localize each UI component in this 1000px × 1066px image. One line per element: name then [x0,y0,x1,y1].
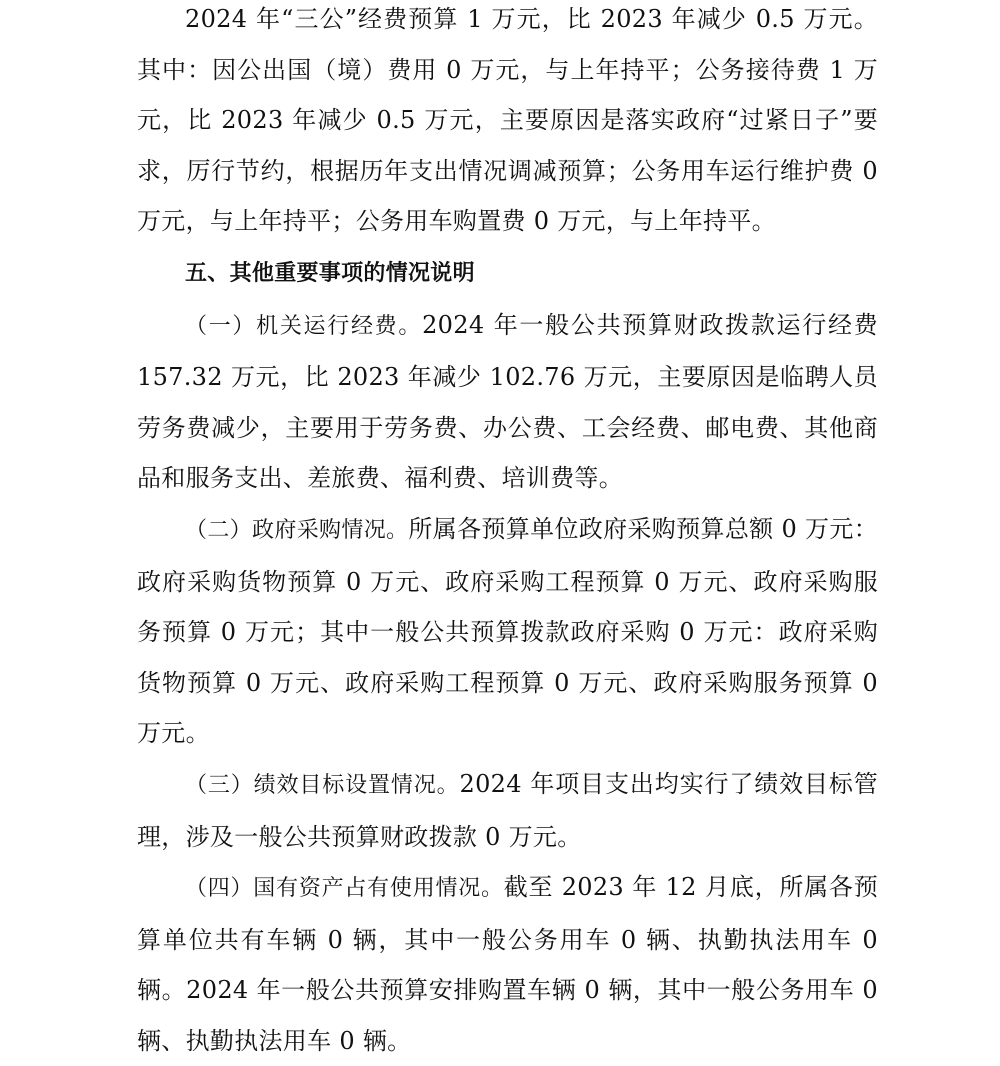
paragraph-state-assets [137,862,878,1066]
document-page [137,0,878,1066]
paragraph-sangong-text: 2024 年“三公”经费预算 1 万元，比 2023 年减少 0.5 万元。其中：因公出国（境）费用 0 万元，与上年持平；公务接待费 1 万元，比 2023 年减少 0.5 万元，主要原因是落实政府“过紧日子”要求，厉行节约，根据历年支出情况调减预算；公务用车运行维护费 0 万元，与上年持平；公务用车购置费 0 万元，与上年持平。 [137,5,878,236]
section-heading-paragraph [137,247,878,300]
item1-lead: （一）机关运行经费。 [185,313,423,339]
item4-lead: （四）国有资产占有使用情况。 [185,876,504,902]
item1-body: 2024 年一般公共预算财政拨款运行经费 157.32 万元，比 2023 年减少 102.76 万元，主要原因是临聘人员劳务费减少，主要用于劳务费、办公费、工会经费、邮电费、其他商品和服务支出、差旅费、福利费、培训费等。 [137,310,878,493]
item2-body: 所属各预算单位政府采购预算总额 0 万元：政府采购货物预算 0 万元、政府采购工程预算 0 万元、政府采购服务预算 0 万元；其中一般公共预算拨款政府采购 0 万元：政府采购货物预算 0 万元、政府采购工程预算 0 万元、政府采购服务预算 0 万元。 [137,514,878,748]
paragraph-government-procurement [137,504,878,759]
paragraph-sangong-budget [137,0,878,247]
item3-lead: （三）绩效目标设置情况。 [185,772,460,798]
section-heading: 五、其他重要事项的情况说明 [185,260,475,286]
paragraph-performance-targets [137,759,878,862]
item2-lead: （二）政府采购情况。 [185,517,409,543]
item4-body: 截至 2023 年 12 月底，所属各预算单位共有车辆 0 辆，其中一般公务用车 0 辆、执勤执法用车 0 辆。2024 年一般公共预算安排购置车辆 0 辆，其中一般公务用车 0 辆、执勤执法用车 0 辆。 [137,873,878,1055]
paragraph-operating-funds [137,300,878,504]
item3-body: 2024 年项目支出均实行了绩效目标管理，涉及一般公共预算财政拨款 0 万元。 [137,769,879,851]
